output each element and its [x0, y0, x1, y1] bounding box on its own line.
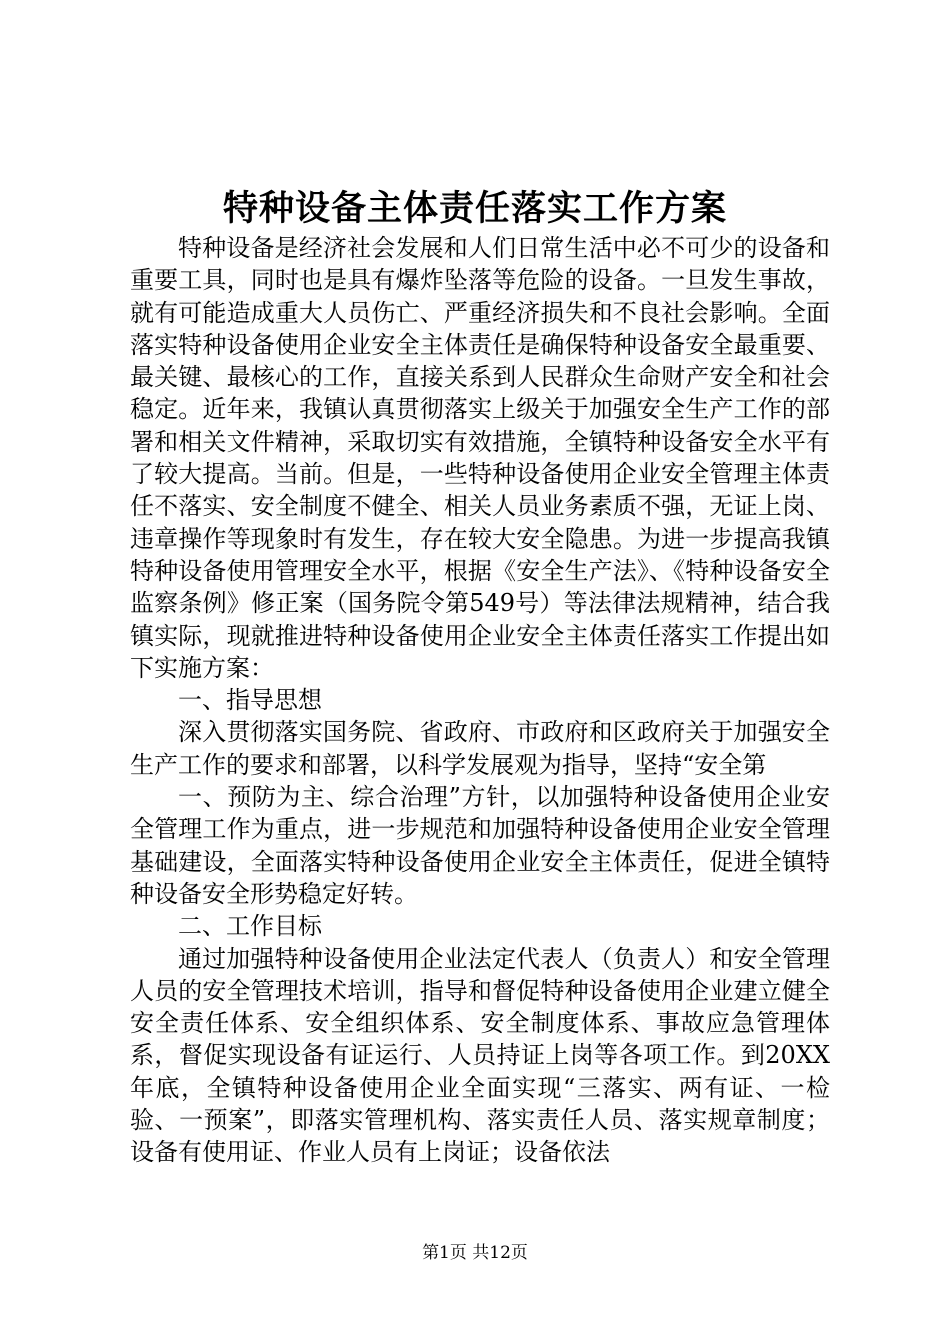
document-title: 特种设备主体责任落实工作方案 — [222, 188, 727, 229]
section-heading-work-goals: 二、工作目标 — [178, 912, 322, 941]
paragraph-guiding-ideology: 深入贯彻落实国务院、省政府、市政府和区政府关于加强安全生产工作的要求和部署，以科学发展观为指导，坚持“安全第 — [130, 718, 830, 779]
paragraph-intro: 特种设备是经济社会发展和人们日常生活中必不可少的设备和重要工具，同时也是具有爆炸坠落等危险的设备。一旦发生事故，就有可能造成重大人员伤亡、严重经济损失和不良社会影响。全面落实特种设备使用企业安全主体责任是确保特种设备安全最重要、最关键、最核心的工作，直接关系到人民群众生命财产安全和社会稳定。近年来，我镇认真贯彻落实上级关于加强安全生产工作的部署和相关文件精神，采取切实有效措施，全镇特种设备安全水平有了较大提高。当前。但是，一些特种设备使用企业安全管理主体责任不落实、安全制度不健全、相关人员业务素质不强，无证上岗、违章操作等现象时有发生，存在较大安全隐患。为进一步提高我镇特种设备使用管理安全水平，根据《安全生产法》、《特种设备安全监察条例》修正案（国务院令第549号）等法律法规精神，结合我镇实际，现就推进特种设备使用企业安全主体责任落实工作提出如下实施方案： — [130, 234, 830, 682]
section-heading-guiding-ideology: 一、指导思想 — [178, 686, 322, 715]
paragraph-work-goals: 通过加强特种设备使用企业法定代表人（负责人）和安全管理人员的安全管理技术培训，指导和督促特种设备使用企业建立健全安全责任体系、安全组织体系、安全制度体系、事故应急管理体系，督促实现设备有证运行、人员持证上岗等各项工作。到20XX年底，全镇特种设备使用企业全面实现“三落实、两有证、一检验、一预案”，即落实管理机构、落实责任人员、落实规章制度；设备有使用证、作业人员有上岗证；设备依法 — [130, 944, 830, 1167]
paragraph-guiding-ideology-continued: 一、预防为主、综合治理”方针，以加强特种设备使用企业安全管理工作为重点，进一步规范和加强特种设备使用企业安全管理基础建设，全面落实特种设备使用企业安全主体责任，促进全镇特种设备安全形势稳定好转。 — [130, 783, 830, 908]
document-body — [130, 232, 830, 1169]
page-number-footer: 第1页 共12页 — [422, 1243, 528, 1263]
